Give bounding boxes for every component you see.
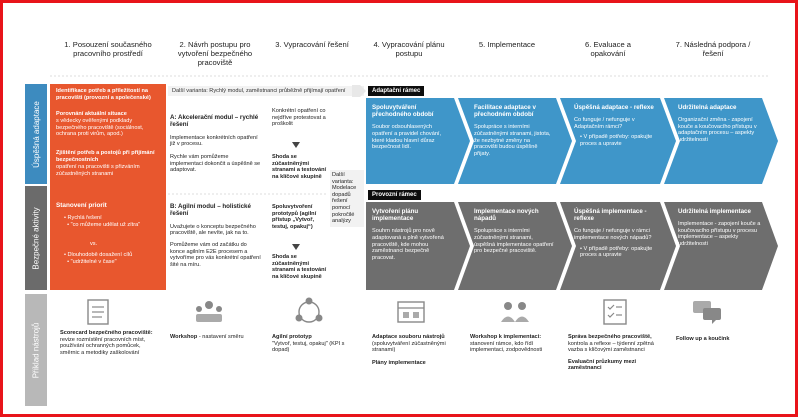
step-header-2: 2. Návrh postupu pro vytvoření bezpečného pracoviště bbox=[177, 40, 253, 67]
scorecard-icon bbox=[82, 298, 116, 326]
adapt-step-1: Spoluvytváření přechodného období Soubor odsouhlasených opatření a pravidel chování, které kladou hlavní důraz bezpečnost lidí. bbox=[372, 104, 442, 151]
tool-agile-prototype: Agilní prototyp "Vytvoř, testuj, opakuj" (KPI s dopad) bbox=[272, 334, 345, 354]
adaptation-framework-tag: Adaptační rámec bbox=[368, 86, 424, 96]
workshop-icon bbox=[192, 298, 226, 326]
solution-step-1: Konkrétní opatření co nejdříve protestovat a proškolit bbox=[272, 108, 326, 128]
adapt-step-2: Facilitace adaptace v přechodném období Spolupráce s interními zúčastněnými stranami, jistota, že nezbytné změny na pracovišti budou úspěšně přijaty. bbox=[474, 104, 551, 157]
step-header-1: 1. Posouzení současného pracovního prostředí bbox=[64, 40, 152, 58]
module-b-body1: Uvažujete o konceptu bezpečného pracoviště, ale nevíte, jak na to. bbox=[170, 223, 256, 237]
assessment-p1: Identifikace potřeb a příležitostí na pracovišti (provozní a společenské) bbox=[56, 88, 151, 101]
prov-step-3: Úspěšná implementace - reflexe Co funguje / nefunguje v rámci implementace nových nápadů? • V případě potřeby: opakujte proces a upravte bbox=[574, 208, 653, 259]
assessment-priorities-title: Stanovení priorit bbox=[56, 202, 107, 209]
operational-framework-tag: Provozní rámec bbox=[368, 190, 421, 200]
tool-management: Správa bezpečného pracoviště, kontrola a reflexe – týdenní zpětná vazba s klíčovými zaměstnanci Evaluační průzkumy mezi zaměstnanci bbox=[568, 334, 654, 372]
advanced-analysis-note: Další varianta: Modelace dopadů řešení pomocí pokročilé analýzy bbox=[330, 170, 364, 227]
module-b bbox=[170, 203, 262, 268]
tool-workshop: Workshop - nastavení směru bbox=[170, 334, 244, 340]
agile-cycle-icon bbox=[292, 296, 326, 328]
tool-implementation-workshop: Workshop k implementaci: stanovení rámce, kdo řídí implementaci, zodpovědnosti bbox=[470, 334, 543, 354]
solution-step-2: Shoda se zúčastněnými stranami a testování na klíčové skupině bbox=[272, 154, 327, 180]
toolbox-icon bbox=[394, 298, 428, 326]
assessment-panel bbox=[50, 84, 166, 290]
implementation-workshop-icon bbox=[498, 298, 532, 326]
assessment-vs: vs. bbox=[90, 241, 98, 247]
solution-step-4: Shoda se zúčastněnými stranami a testování na klíčové skupině bbox=[272, 254, 327, 280]
step-header-7: 7. Následná podpora / řešení bbox=[675, 40, 751, 58]
tool-follow-up: Follow up a koučink bbox=[676, 336, 730, 342]
assessment-p3-body: opatření na pracovišti s přizváním zúčastněných stranami bbox=[56, 164, 140, 177]
tool-scorecard: Scorecard bezpečného pracoviště: revize rozmístění pracovních míst, používání ochranných pomůcek, směrnic a metodiky zaškolování bbox=[60, 330, 153, 356]
assessment-quick-wins: • Rychlá řešení • "co můžeme udělat už zítra" bbox=[64, 215, 141, 228]
prov-step-4: Udržitelná implementace Implementace - zapojení kouče a koučovacího přístupu v procesu implementace – aspekty udržitelnosti bbox=[678, 208, 761, 247]
step-header-3: 3. Vypracování řešení bbox=[275, 40, 349, 49]
module-a bbox=[170, 114, 262, 174]
adapt-step-4: Udržitelná adaptace Organizační změna - zapojení kouče a koučovacího přístupu v adaptačním procesu – aspekty udržitelnosti bbox=[678, 104, 757, 143]
fast-variant-note: Další varianta: Rychlý modul, zaměstnanci průběžně přijímají opatření bbox=[168, 86, 364, 96]
adapt-step-3: Úspěšná adaptace - reflexe Co funguje / nefunguje v Adaptačním rámci? • V případě potřeby: opakujte proces a upravte bbox=[574, 104, 654, 147]
tool-toolbox: Adaptace souboru nástrojů (spoluvytváření zúčastněnými stranami) Plány implementace bbox=[372, 334, 446, 366]
assessment-p2-body: s vědecky ověřenými podklady bezpečného pracoviště (sociálnost, ochrana proti virům, apod.) bbox=[56, 118, 144, 138]
side-label-safe-activities: Bezpečné aktivity bbox=[25, 186, 47, 290]
prov-step-2: Implementace nových nápadů Spolupráce s interními zúčastněnými stranami, úspěšná implementace opatření pro bezpečné pracoviště. bbox=[474, 208, 554, 255]
header-divider bbox=[50, 73, 770, 79]
step-header-6: 6. Evaluace a opakování bbox=[584, 40, 632, 58]
solution-arrow-2 bbox=[292, 244, 300, 252]
module-a-body1: Implementace konkrétních opatření již v procesu. bbox=[170, 134, 258, 148]
step-header-5: 5. Implementace bbox=[478, 40, 536, 49]
module-b-title: B: Agilní modul – holistické řešení bbox=[170, 203, 251, 218]
side-label-tools: Příklad nástrojů bbox=[25, 294, 47, 406]
module-divider bbox=[168, 192, 328, 196]
assessment-p2-title: Porovnání aktuální situace bbox=[56, 111, 127, 117]
step-header-4: 4. Vypracování plánu postupu bbox=[373, 40, 445, 58]
side-label-adaptation: Úspěšná adaptace bbox=[25, 84, 47, 184]
module-b-body2: Pomůžeme vám od začátku do konce agilním E2E procesem a vytvoříme pro vás konkrétní opatření šité na míru. bbox=[170, 242, 261, 268]
checklist-icon bbox=[598, 298, 632, 326]
assessment-long-term: • Dlouhodobě dosažení cílů • "udržitelné v čase" bbox=[64, 252, 133, 265]
assessment-p3-title: Zjištění potřeb a postojů při přijímání bezpečnostních bbox=[56, 150, 155, 163]
solution-arrow-1 bbox=[292, 142, 300, 150]
follow-up-chat-icon bbox=[690, 298, 724, 326]
solution-step-3: Spoluvytvoření prototypů (agilní přístup „Vytvoř, testuj, opakuj“) bbox=[272, 204, 317, 230]
module-a-body2: Rychle vám pomůžeme implementaci dokončit a úspěšně se adaptovat. bbox=[170, 154, 261, 174]
fast-variant-chevron bbox=[352, 85, 366, 97]
prov-step-1: Vytvoření plánu implementace Souhrn nástrojů pro nově adaptovaná a plně vytvořená pracoviště, kde mohou zaměstnanci bezpečně pracovat. bbox=[372, 208, 444, 261]
module-a-title: A: Akcelerační modul – rychlé řešení bbox=[170, 114, 259, 129]
